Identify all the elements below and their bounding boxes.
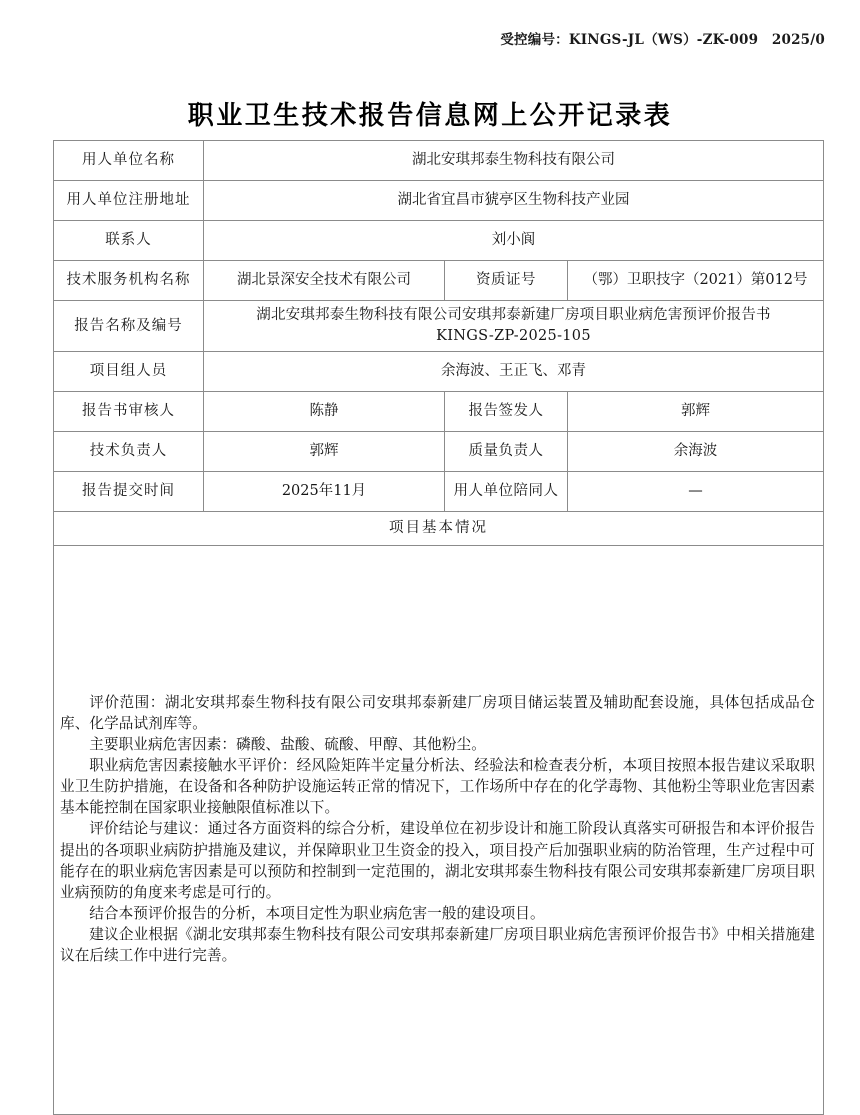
report-issuer-value: 郭辉 xyxy=(568,392,824,432)
control-number-header: 受控编号：KINGS-JL（WS）-ZK-009 2025/0 xyxy=(500,32,825,48)
submit-time-label: 报告提交时间 xyxy=(54,472,204,512)
report-issuer-label: 报告签发人 xyxy=(445,392,568,432)
table-row xyxy=(54,181,824,221)
paragraph-recommendation: 建议企业根据《湖北安琪邦泰生物科技有限公司安琪邦泰新建厂房项目职业病危害预评价报告书》中相关措施建议在后续工作中进行完善。 xyxy=(60,926,815,965)
accompany-person-label: 用人单位陪同人 xyxy=(445,472,568,512)
technical-lead-label: 技术负责人 xyxy=(54,432,204,472)
employer-address-value: 湖北省宜昌市猇亭区生物科技产业园 xyxy=(204,181,824,221)
project-overview-prose xyxy=(60,692,815,967)
quality-lead-label: 质量负责人 xyxy=(445,432,568,472)
paragraph-hazard-factors: 主要职业病危害因素：磷酸、盐酸、硫酸、甲醇、其他粉尘。 xyxy=(89,735,486,753)
employer-name-value: 湖北安琪邦泰生物科技有限公司 xyxy=(204,141,824,181)
service-agency-label: 技术服务机构名称 xyxy=(54,261,204,301)
table-row xyxy=(54,352,824,392)
report-reviewer-value: 陈静 xyxy=(204,392,445,432)
table-row xyxy=(54,546,824,1115)
paragraph-scope: 评价范围：湖北安琪邦泰生物科技有限公司安琪邦泰新建厂房项目储运装置及辅助配套设施，具体包括成品仓库、化学品试剂库等。 xyxy=(60,693,815,732)
service-agency-value: 湖北景深安全技术有限公司 xyxy=(204,261,445,301)
submit-time-value: 2025年11月 xyxy=(204,472,445,512)
page-title: 职业卫生技术报告信息网上公开记录表 xyxy=(187,101,673,131)
employer-address-label: 用人单位注册地址 xyxy=(54,181,204,221)
table-row xyxy=(54,301,824,352)
certificate-number-label: 资质证号 xyxy=(445,261,568,301)
paragraph-classification: 结合本预评价报告的分析，本项目定性为职业病危害一般的建设项目。 xyxy=(89,905,545,923)
project-team-label: 项目组人员 xyxy=(54,352,204,392)
table-row xyxy=(54,261,824,301)
contact-person-label: 联系人 xyxy=(54,221,204,261)
table-row xyxy=(54,432,824,472)
certificate-number-value: （鄂）卫职技字（2021）第012号 xyxy=(568,261,824,301)
table-row xyxy=(54,141,824,181)
accompany-person-value: — xyxy=(568,472,824,512)
record-table xyxy=(53,140,824,1115)
report-name-value xyxy=(204,301,824,352)
table-row xyxy=(54,472,824,512)
project-team-value: 余海波、王正飞、邓青 xyxy=(204,352,824,392)
table-row xyxy=(54,512,824,546)
contact-person-value: 刘小阆 xyxy=(204,221,824,261)
report-reviewer-label: 报告书审核人 xyxy=(54,392,204,432)
paragraph-exposure-evaluation: 职业病危害因素接触水平评价：经风险矩阵半定量分析法、经验法和检查表分析，本项目按照本报告建议采取职业卫生防护措施，在设备和各种防护设施运转正常的情况下，工作场所中存在的化学毒物、其他粉尘等职业危害因素基本能控制在国家职业接触限值标准以下。 xyxy=(60,756,815,817)
table-row xyxy=(54,392,824,432)
report-name-label: 报告名称及编号 xyxy=(54,301,204,352)
quality-lead-value: 余海波 xyxy=(568,432,824,472)
section-heading: 项目基本情况 xyxy=(54,512,824,546)
paragraph-conclusion: 评价结论与建议：通过各方面资料的综合分析，建设单位在初步设计和施工阶段认真落实可研报告和本评价报告提出的各项职业病防护措施及建议，并保障职业卫生资金的投入，项目投产后加强职业病的防治管理，生产过程中可能存在的职业病危害因素是可以预防和控制到一定范围的，湖北安琪邦泰生物科技有限公司安琪邦泰新建厂房项目职业病预防的角度来考虑是可行的。 xyxy=(60,820,815,901)
report-code-text: KINGS-ZP-2025-105 xyxy=(436,328,591,345)
project-overview-cell xyxy=(54,546,824,1115)
technical-lead-value: 郭辉 xyxy=(204,432,445,472)
employer-name-label: 用人单位名称 xyxy=(54,141,204,181)
record-table-wrapper xyxy=(53,140,823,1115)
table-row xyxy=(54,221,824,261)
report-name-text: 湖北安琪邦泰生物科技有限公司安琪邦泰新建厂房项目职业病危害预评价报告书 xyxy=(256,307,771,323)
